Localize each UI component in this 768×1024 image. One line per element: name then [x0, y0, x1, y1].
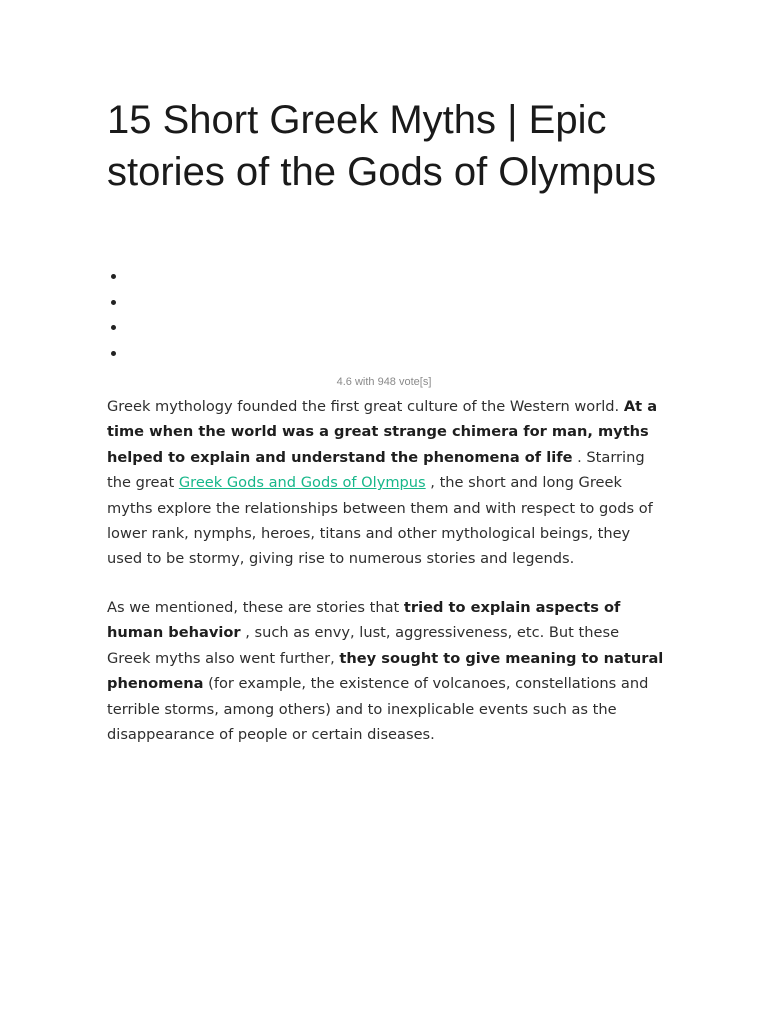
paragraph-bold-text: they sought to give meaning to natural phenomena [107, 649, 664, 693]
intro-paragraph [107, 394, 667, 572]
paragraph-bold-text: At a time when the world was a great strange chimera for man, myths helped to explain and understand the phenomena of life [107, 398, 658, 466]
paragraph-text: Greek mythology founded the first great culture of the Western world. [107, 398, 624, 415]
paragraph-text: As we mentioned, these are stories that [107, 599, 404, 616]
second-paragraph [107, 595, 667, 747]
paragraph-text: (for example, the existence of volcanoes, constellations and terrible storms, among others) and to inexplicable events such as the disappearance of people or certain diseases. [107, 675, 649, 744]
paragraph-text: , such as envy, lust, aggressiveness, etc. But these Greek myths also went further, [107, 624, 620, 667]
paragraph-bold-text: tried to explain aspects of human behavior [107, 599, 621, 642]
paragraph-text: , the short and long Greek myths explore the relationships between them and with respect to gods of lower rank, nymphs, heroes, titans and other mythological beings, they used to be stormy, giving rise to numerous stories and legends. [107, 474, 653, 568]
greek-gods-link[interactable]: Greek Gods and Gods of Olympus [178, 474, 426, 492]
page-title: 15 Short Greek Myths | Epic stories of the Gods of Olympus [107, 98, 657, 194]
rating-text: 4.6 with 948 vote[s] [336, 376, 432, 388]
paragraph-text: . Starring the great [107, 448, 645, 492]
